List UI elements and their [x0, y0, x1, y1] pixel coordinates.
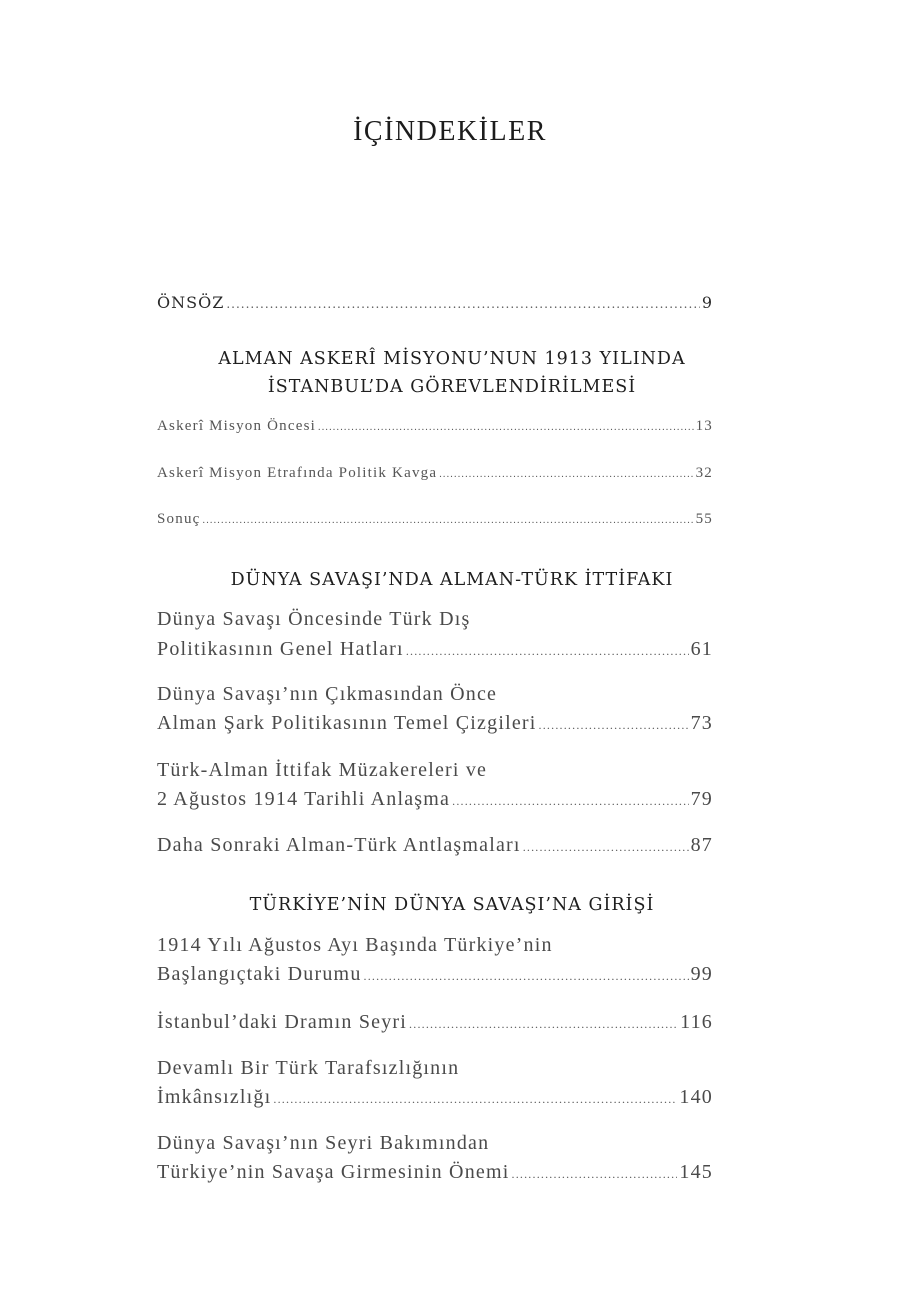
section-heading-line: ALMAN ASKERÎ MİSYONU’NUN 1913 YILINDA [218, 349, 686, 369]
dot-leader [409, 1017, 678, 1032]
toc-entry-label: Alman Şark Politikasının Temel Çizgileri [157, 712, 537, 734]
toc-entry-label[interactable]: 1914 Yılı Ağustos Ayı Başında Türkiye’nin [157, 934, 553, 956]
section-heading-line: İSTANBUL’DA GÖREVLENDİRİLMESİ [267, 377, 637, 397]
toc-entry[interactable] [157, 1086, 713, 1109]
toc-entry[interactable] [157, 1011, 713, 1034]
toc-entry[interactable] [157, 511, 713, 528]
toc-entry-label: Askerî Misyon Öncesi [157, 418, 316, 434]
dot-leader [452, 794, 688, 809]
toc-page-number: 140 [679, 1086, 713, 1108]
toc-entry-label[interactable]: Türk-Alman İttifak Müzakereleri ve [157, 759, 488, 781]
toc-page-number: 55 [695, 511, 713, 527]
dot-leader [364, 969, 689, 984]
toc-entry-label: Askerî Misyon Etrafında Politik Kavga [157, 465, 438, 481]
section-heading [157, 566, 747, 594]
toc-entry-label[interactable]: Dünya Savaşı’nın Seyri Bakımından [157, 1132, 490, 1154]
toc-entry-label: Daha Sonraki Alman-Türk Antlaşmaları [157, 834, 521, 856]
toc-page-number: 73 [690, 712, 713, 734]
toc-entry-label: Sonuç [157, 511, 201, 527]
page-title: İÇİNDEKİLER [353, 116, 547, 147]
toc-page-number: 9 [701, 293, 713, 312]
toc-entry-label[interactable]: Dünya Savaşı’nın Çıkmasından Önce [157, 683, 498, 705]
dot-leader [203, 515, 694, 526]
toc-entry-label: İmkânsızlığı [157, 1086, 272, 1108]
section-heading-line: DÜNYA SAVAŞI’NDA ALMAN-TÜRK İTTİFAKI [230, 570, 674, 590]
toc-entry-label[interactable]: Dünya Savaşı Öncesinde Türk Dış [157, 608, 471, 630]
dot-leader [318, 422, 694, 433]
toc-entry[interactable] [157, 418, 713, 435]
section-heading [157, 891, 747, 919]
dot-leader [226, 297, 700, 311]
toc-page-number: 87 [690, 834, 713, 856]
toc-entry[interactable] [157, 638, 713, 661]
toc-entry-label: Başlangıçtaki Durumu [157, 963, 362, 985]
section-heading-line: TÜRKİYE’NİN DÜNYA SAVAŞI’NA GİRİŞİ [249, 895, 655, 915]
toc-entry[interactable] [157, 712, 713, 735]
toc-page-number: 116 [680, 1011, 713, 1033]
toc-page-number: 13 [695, 418, 713, 434]
toc-entry-label: 2 Ağustos 1914 Tarihli Anlaşma [157, 788, 451, 810]
toc-page-number: 61 [690, 638, 713, 660]
dot-leader [523, 840, 689, 855]
toc-page-number: 79 [690, 788, 713, 810]
toc-entry-label: İstanbul’daki Dramın Seyri [157, 1011, 408, 1033]
dot-leader [439, 469, 693, 480]
dot-leader [273, 1092, 677, 1107]
toc-entry-label: ÖNSÖZ [157, 293, 225, 312]
toc-entry[interactable] [157, 465, 713, 482]
toc-entry-label[interactable]: Devamlı Bir Türk Tarafsızlığının [157, 1057, 460, 1079]
toc-page-number: 99 [690, 963, 713, 985]
toc-page-number: 145 [679, 1161, 713, 1183]
toc-entry[interactable] [157, 834, 713, 857]
toc-entry[interactable] [157, 1161, 713, 1184]
toc-entry[interactable] [157, 963, 713, 986]
toc-page-number: 32 [695, 465, 713, 481]
toc-entry-preface[interactable] [157, 293, 713, 312]
toc-entry-label: Politikasının Genel Hatları [157, 638, 404, 660]
toc-entry[interactable] [157, 788, 713, 811]
dot-leader [406, 644, 689, 659]
toc-entry-label: Türkiye’nin Savaşa Girmesinin Önemi [157, 1161, 510, 1183]
dot-leader [512, 1167, 678, 1182]
dot-leader [539, 718, 689, 733]
section-heading [157, 345, 747, 401]
